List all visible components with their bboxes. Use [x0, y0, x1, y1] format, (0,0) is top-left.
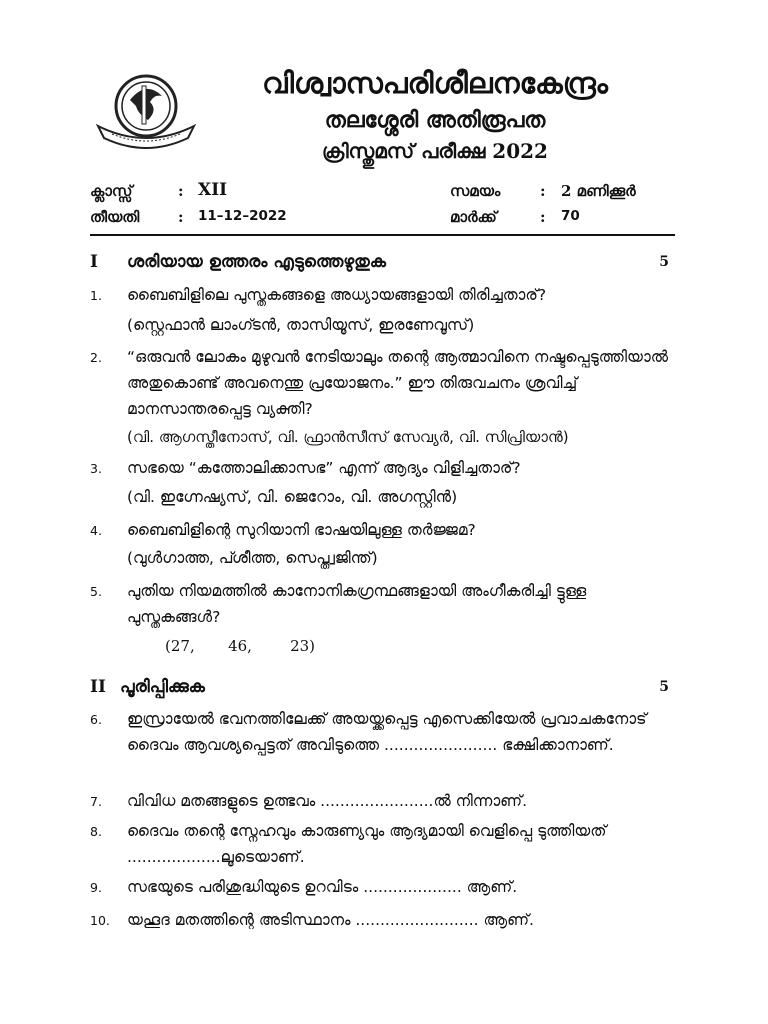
question-number: 6.	[90, 712, 102, 727]
question-text: വിവിധ മതങ്ങളുടെ ഉത്ഭവം .......................ൽ നിന്നാണ്.	[127, 792, 528, 810]
question-9	[90, 874, 680, 900]
question-1-options: (സ്റ്റെഫാൻ ലാംഗ്ടൻ, താസിയൂസ്, ഇരണേവൂസ്)	[127, 316, 475, 334]
question-text: യഹൂദ മതത്തിന്റെ അടിസ്ഥാനം ......................... ആണ്.	[127, 911, 534, 929]
section-2-heading: പൂരിപ്പിക്കുക	[120, 677, 205, 697]
section-1-number: I	[90, 252, 98, 272]
question-number: 2.	[90, 350, 102, 365]
question-text: സഭയുടെ പരിശുദ്ധിയുടെ ഉറവിടം .................... ആണ്.	[127, 878, 518, 896]
question-text: പുതിയ നിയമത്തിൽ കാനോനികഗ്രന്ഥങ്ങളായി അംഗീകരിച്ചി ട്ടുള്ള പുസ്തകങ്ങൾ?	[127, 582, 587, 626]
question-number: 3.	[90, 461, 102, 476]
question-4-options: (വുൾഗാത്ത, പ്ശീത്ത, സെപ്ത്വജിന്ത്)	[127, 549, 378, 567]
section-1-marks: 5	[659, 254, 669, 270]
question-number: 7.	[90, 794, 102, 809]
date-label: തീയതി	[90, 208, 140, 226]
marks-colon: :	[540, 208, 546, 226]
class-label: ക്ലാസ്സ്	[90, 182, 133, 200]
question-2	[90, 344, 680, 422]
time-value: 2 മണിക്കൂർ	[561, 182, 636, 200]
time-colon: :	[540, 182, 546, 200]
date-colon: :	[178, 208, 184, 226]
question-number: 4.	[90, 523, 102, 538]
question-3-options: (വി. ഇഗ്നേഷ്യസ്, വി. ജെറോം, വി. അഗസ്റ്റിൻ)	[127, 488, 458, 506]
class-value: XII	[198, 180, 228, 200]
question-text: “ഒരുവൻ ലോകം മുഴുവൻ നേടിയാലും തന്റെ ആത്മാവിനെ നഷ്ടപ്പെടുത്തിയാൽ അതുകൊണ്ട് അവനെന്തു പ്രയോജനം.” ഈ തിരുവചനം ശ്രവിച്ച് മാനസാന്തരപ്പെട്ട വ്യക്തി?	[127, 348, 668, 418]
question-5-options: (27, 46, 23)	[165, 637, 316, 655]
date-value: 11–12–2022	[198, 208, 287, 224]
section-2-marks: 5	[659, 679, 669, 695]
question-number: 9.	[90, 880, 102, 895]
question-text: സഭയെ “കത്തോലിക്കാസഭ” എന്ന് ആദ്യം വിളിച്ചതാര്?	[127, 459, 521, 477]
question-text: ദൈവം തന്റെ സ്നേഹവും കാരുണ്യവും ആദ്യമായി വെളിപ്പെ ടുത്തിയത് ...................ലൂടെയാണ്.	[127, 822, 607, 866]
emblem-logo	[92, 70, 200, 150]
question-5	[90, 578, 680, 630]
question-text: ബൈബിളിലെ പുസ്തകങ്ങളെ അധ്യായങ്ങളായി തിരിച്ചതാര്?	[127, 286, 547, 304]
question-number: 10.	[90, 913, 110, 928]
question-text: ബൈബിളിന്റെ സുറിയാനി ഭാഷയിലുള്ള തർജ്ജമ?	[127, 521, 476, 539]
section-1-heading: ശരിയായ ഉത്തരം എടുത്തെഴുതുക	[127, 252, 386, 272]
question-4	[90, 517, 680, 543]
question-2-options: (വി. ആഗസ്തീനോസ്, വി. ഫ്രാൻസീസ് സേവ്യർ, വി. സിപ്രിയാൻ)	[127, 428, 569, 446]
question-1	[90, 282, 680, 308]
diocese-title: തലശ്ശേരി അതിരൂപത	[324, 107, 546, 133]
header-divider	[90, 234, 675, 236]
question-8	[90, 818, 680, 870]
class-colon: :	[178, 182, 184, 200]
institution-title: വിശ്വാസപരിശീലനകേന്ദ്രം	[262, 66, 608, 100]
question-number: 1.	[90, 288, 102, 303]
question-7	[90, 788, 680, 814]
question-10	[90, 907, 680, 933]
question-number: 5.	[90, 584, 102, 599]
marks-label: മാർക്ക്	[450, 208, 497, 226]
exam-title: ക്രിസ്തുമസ് പരീക്ഷ 2022	[322, 139, 548, 163]
question-6	[90, 706, 680, 758]
question-number: 8.	[90, 824, 102, 839]
question-3	[90, 455, 680, 481]
time-label: സമയം	[450, 182, 501, 200]
marks-value: 70	[561, 208, 580, 224]
question-text: ഇസ്രായേൽ ഭവനത്തിലേക്ക് അയയ്ക്കപ്പെട്ട എസെക്കിയേൽ പ്രവാചകനോട് ദൈവം ആവശ്യപ്പെട്ടത് അവിടുത്തെ ....................... ഭക്ഷിക്കാനാണ്.	[127, 710, 647, 754]
section-2-number: II	[90, 677, 106, 697]
